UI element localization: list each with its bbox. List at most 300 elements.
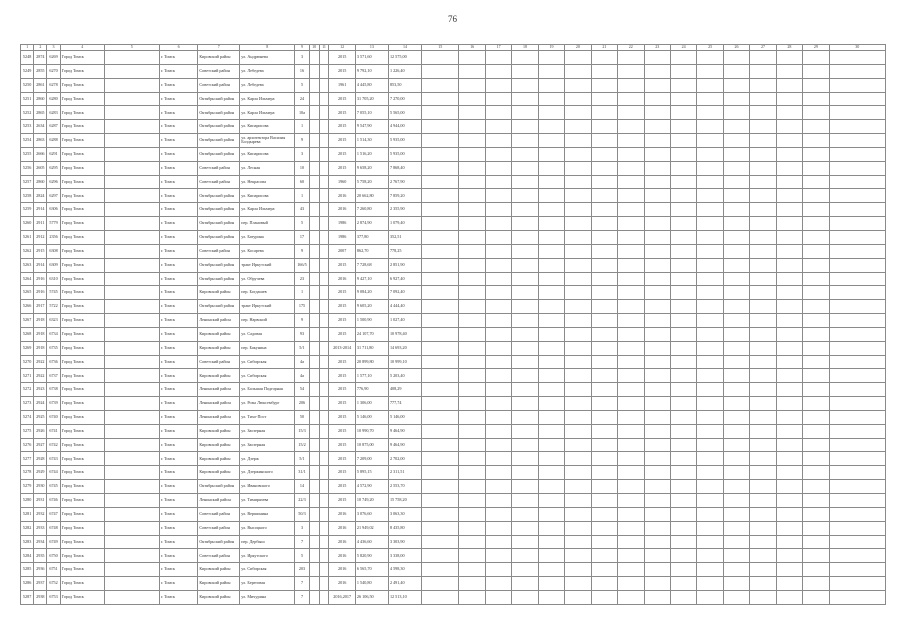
table-cell: 6283	[47, 106, 60, 120]
table-cell: 10	[295, 161, 309, 175]
table-cell: 2016	[329, 272, 355, 286]
table-cell	[538, 244, 564, 258]
table-cell: 853,50	[388, 78, 421, 92]
table-cell: г. Томск	[159, 438, 198, 452]
table-cell	[750, 314, 776, 328]
table-cell	[538, 272, 564, 286]
table-cell	[512, 397, 538, 411]
table-cell: тракт Иркутский	[240, 300, 295, 314]
table-cell	[776, 64, 802, 78]
table-cell	[485, 217, 511, 231]
table-cell	[538, 494, 564, 508]
table-cell: 4а	[295, 369, 309, 383]
table-cell	[776, 549, 802, 563]
table-cell	[776, 563, 802, 577]
table-cell	[644, 258, 670, 272]
table-cell	[829, 106, 885, 120]
table-cell: 9	[295, 134, 309, 148]
table-row	[21, 189, 886, 203]
table-cell	[459, 230, 485, 244]
column-header: 5	[104, 45, 159, 51]
table-cell: 6742	[47, 438, 60, 452]
table-cell	[104, 341, 159, 355]
table-cell	[421, 272, 458, 286]
table-cell	[104, 577, 159, 591]
table-cell	[591, 272, 617, 286]
table-cell	[565, 424, 591, 438]
table-cell	[591, 134, 617, 148]
table-cell	[618, 466, 644, 480]
table-cell	[829, 355, 885, 369]
table-cell	[776, 120, 802, 134]
table-cell: ул. Обручева	[240, 272, 295, 286]
table-cell	[538, 51, 564, 65]
table-cell: 10 990,70	[355, 424, 388, 438]
table-cell	[697, 147, 723, 161]
table-cell: ул. Кипарисова	[240, 147, 295, 161]
table-cell	[319, 203, 329, 217]
table-cell	[670, 300, 696, 314]
table-cell: 203	[295, 563, 309, 577]
table-cell: Город Томск	[60, 286, 104, 300]
table-cell: 2923	[34, 383, 47, 397]
table-cell	[670, 217, 696, 231]
table-cell: 2016	[329, 549, 355, 563]
table-cell	[697, 189, 723, 203]
table-row	[21, 203, 886, 217]
table-cell	[421, 327, 458, 341]
table-cell	[104, 175, 159, 189]
table-cell	[319, 507, 329, 521]
table-cell	[459, 452, 485, 466]
table-cell	[644, 535, 670, 549]
table-cell: Город Томск	[60, 563, 104, 577]
table-cell: 43	[295, 203, 309, 217]
table-row	[21, 341, 886, 355]
table-cell	[829, 521, 885, 535]
table-cell	[670, 272, 696, 286]
table-cell	[512, 341, 538, 355]
table-cell: Кировский район	[198, 577, 240, 591]
table-cell	[538, 452, 564, 466]
table-cell: Город Томск	[60, 51, 104, 65]
table-cell	[697, 106, 723, 120]
table-cell	[512, 480, 538, 494]
table-cell	[644, 300, 670, 314]
table-cell	[644, 327, 670, 341]
table-cell	[319, 300, 329, 314]
table-cell	[644, 355, 670, 369]
table-cell: 14	[295, 480, 309, 494]
table-cell	[670, 383, 696, 397]
table-cell	[104, 106, 159, 120]
table-cell	[485, 563, 511, 577]
table-cell: ул. Заозерная	[240, 438, 295, 452]
table-cell: г. Томск	[159, 147, 198, 161]
table-cell: ул. Тихо-Пост	[240, 410, 295, 424]
table-cell	[565, 452, 591, 466]
table-cell	[485, 507, 511, 521]
table-cell	[697, 327, 723, 341]
table-cell	[319, 494, 329, 508]
table-cell	[644, 480, 670, 494]
table-cell	[723, 120, 749, 134]
table-cell: 50	[295, 410, 309, 424]
table-cell	[421, 147, 458, 161]
table-cell: 4а	[295, 355, 309, 369]
table-cell: Город Томск	[60, 590, 104, 604]
table-cell: 2 851,90	[388, 258, 421, 272]
table-cell	[670, 355, 696, 369]
table-cell: 6296	[47, 175, 60, 189]
table-cell	[697, 203, 723, 217]
table-cell: 26 106,50	[355, 590, 388, 604]
table-cell	[459, 438, 485, 452]
table-cell	[421, 507, 458, 521]
table-cell	[485, 397, 511, 411]
table-cell	[644, 203, 670, 217]
table-cell	[776, 327, 802, 341]
table-cell	[803, 258, 829, 272]
table-cell	[565, 507, 591, 521]
table-cell	[670, 203, 696, 217]
table-cell	[319, 355, 329, 369]
table-cell	[829, 314, 885, 328]
table-cell	[309, 244, 319, 258]
table-cell	[776, 452, 802, 466]
table-cell	[618, 577, 644, 591]
table-cell	[723, 369, 749, 383]
table-row	[21, 397, 886, 411]
table-cell	[565, 577, 591, 591]
table-cell: 2015	[329, 452, 355, 466]
table-cell: 2918	[34, 314, 47, 328]
table-cell: Советский район	[198, 64, 240, 78]
table-cell: 2930	[34, 480, 47, 494]
table-cell	[512, 78, 538, 92]
column-header: 29	[803, 45, 829, 51]
table-cell: 10 749,20	[355, 494, 388, 508]
table-cell: Город Томск	[60, 161, 104, 175]
table-cell: Город Томск	[60, 535, 104, 549]
table-cell	[319, 577, 329, 591]
table-cell	[803, 507, 829, 521]
table-cell	[644, 286, 670, 300]
table-cell: 5 146,00	[355, 410, 388, 424]
table-cell: 9 658,20	[355, 161, 388, 175]
table-cell	[565, 341, 591, 355]
column-header: 17	[485, 45, 511, 51]
table-cell: 9 547,90	[355, 120, 388, 134]
table-cell	[459, 410, 485, 424]
table-cell	[776, 424, 802, 438]
table-cell: 6739	[47, 397, 60, 411]
table-cell	[421, 424, 458, 438]
table-cell	[309, 230, 319, 244]
table-cell	[618, 480, 644, 494]
table-cell	[723, 300, 749, 314]
table-cell	[421, 92, 458, 106]
table-cell	[803, 549, 829, 563]
table-cell: г. Томск	[159, 258, 198, 272]
table-cell: 5283	[21, 535, 34, 549]
table-cell: 15/3	[295, 424, 309, 438]
table-cell	[697, 480, 723, 494]
table-cell	[803, 314, 829, 328]
table-cell: Город Томск	[60, 272, 104, 286]
table-cell	[697, 217, 723, 231]
table-cell: 2 702,00	[388, 452, 421, 466]
table-cell: Город Томск	[60, 507, 104, 521]
table-cell	[750, 341, 776, 355]
table-cell: 5266	[21, 300, 34, 314]
table-cell	[618, 78, 644, 92]
table-cell	[421, 521, 458, 535]
table-cell	[776, 577, 802, 591]
table-cell	[538, 120, 564, 134]
table-cell	[104, 480, 159, 494]
table-cell: 2015	[329, 300, 355, 314]
table-cell: 6310	[47, 272, 60, 286]
table-cell	[421, 258, 458, 272]
table-cell	[697, 507, 723, 521]
table-cell	[538, 64, 564, 78]
table-cell	[644, 175, 670, 189]
registry-table	[20, 44, 886, 605]
table-cell	[803, 203, 829, 217]
table-cell	[644, 424, 670, 438]
table-cell	[803, 383, 829, 397]
column-header: 22	[618, 45, 644, 51]
table-row	[21, 383, 886, 397]
table-cell	[459, 466, 485, 480]
table-cell: 2914	[34, 258, 47, 272]
table-cell	[565, 258, 591, 272]
table-cell	[104, 51, 159, 65]
table-cell	[104, 521, 159, 535]
table-cell	[591, 203, 617, 217]
table-cell	[565, 521, 591, 535]
table-cell: 7	[295, 535, 309, 549]
table-cell	[538, 147, 564, 161]
table-cell	[485, 383, 511, 397]
table-cell	[319, 134, 329, 148]
table-cell	[565, 355, 591, 369]
table-cell	[512, 521, 538, 535]
table-cell	[803, 341, 829, 355]
table-cell: 2911	[34, 217, 47, 231]
table-cell	[644, 134, 670, 148]
table-cell	[697, 549, 723, 563]
table-cell	[670, 230, 696, 244]
table-cell	[512, 355, 538, 369]
table-cell	[512, 272, 538, 286]
table-cell	[803, 272, 829, 286]
table-cell: 2932	[34, 507, 47, 521]
table-cell	[565, 189, 591, 203]
table-cell	[591, 314, 617, 328]
table-cell	[309, 120, 319, 134]
table-cell	[644, 64, 670, 78]
table-cell: Советский район	[198, 521, 240, 535]
table-cell: ул. Розы Люксембург	[240, 397, 295, 411]
table-cell	[512, 92, 538, 106]
table-cell	[319, 161, 329, 175]
table-cell	[459, 549, 485, 563]
table-cell: 3 076,60	[355, 507, 388, 521]
table-cell	[829, 494, 885, 508]
table-cell	[803, 286, 829, 300]
table-cell	[644, 507, 670, 521]
table-cell: Город Томск	[60, 397, 104, 411]
table-cell	[485, 341, 511, 355]
table-cell	[697, 424, 723, 438]
table-cell	[776, 51, 802, 65]
table-cell: 6291	[47, 147, 60, 161]
table-cell	[565, 203, 591, 217]
table-cell	[776, 286, 802, 300]
table-cell	[459, 106, 485, 120]
table-cell: 15/2	[295, 438, 309, 452]
table-cell	[591, 230, 617, 244]
table-cell	[309, 327, 319, 341]
table-cell	[670, 369, 696, 383]
table-cell: 1 079,40	[388, 217, 421, 231]
table-cell	[512, 64, 538, 78]
table-cell: 2016	[329, 203, 355, 217]
table-cell	[803, 521, 829, 535]
table-cell: 5285	[21, 563, 34, 577]
table-cell	[750, 424, 776, 438]
table-cell	[750, 230, 776, 244]
table-cell	[670, 577, 696, 591]
table-cell	[670, 410, 696, 424]
table-cell: Октябрьский район	[198, 535, 240, 549]
table-cell	[565, 120, 591, 134]
page-number: 76	[448, 14, 457, 24]
table-cell	[723, 51, 749, 65]
table-cell: 2605	[34, 161, 47, 175]
table-cell	[538, 535, 564, 549]
table-cell: Город Томск	[60, 92, 104, 106]
table-cell	[485, 355, 511, 369]
table-cell	[538, 521, 564, 535]
table-cell	[723, 230, 749, 244]
table-cell: 2874	[34, 51, 47, 65]
table-cell	[829, 64, 885, 78]
table-cell	[591, 549, 617, 563]
table-cell	[485, 314, 511, 328]
table-cell: пер. Дербыш	[240, 535, 295, 549]
table-cell	[723, 175, 749, 189]
table-cell: г. Томск	[159, 64, 198, 78]
table-cell	[803, 452, 829, 466]
table-cell	[750, 397, 776, 411]
table-cell: г. Томск	[159, 452, 198, 466]
table-cell: пер. Бакунина	[240, 341, 295, 355]
table-cell	[829, 535, 885, 549]
table-cell	[104, 258, 159, 272]
table-cell	[421, 355, 458, 369]
table-cell	[829, 480, 885, 494]
table-cell	[565, 175, 591, 189]
table-cell	[697, 535, 723, 549]
table-cell	[829, 424, 885, 438]
table-cell	[803, 175, 829, 189]
table-cell: 2916	[34, 272, 47, 286]
table-cell: ул. Сибирская	[240, 369, 295, 383]
table-cell: 2925	[34, 410, 47, 424]
table-cell: 6744	[47, 466, 60, 480]
table-cell	[459, 147, 485, 161]
table-cell: г. Томск	[159, 230, 198, 244]
table-cell	[644, 590, 670, 604]
table-cell: 5262	[21, 244, 34, 258]
table-cell: Кировский район	[198, 327, 240, 341]
table-cell	[803, 134, 829, 148]
table-cell	[750, 480, 776, 494]
table-cell	[697, 494, 723, 508]
table-cell: г. Томск	[159, 369, 198, 383]
table-cell: 6323	[47, 314, 60, 328]
table-cell	[485, 424, 511, 438]
table-cell	[538, 424, 564, 438]
table-cell	[723, 466, 749, 480]
table-cell: 23	[295, 272, 309, 286]
table-cell	[618, 507, 644, 521]
column-header: 14	[388, 45, 421, 51]
table-cell	[670, 64, 696, 78]
table-cell	[776, 369, 802, 383]
table-cell	[618, 410, 644, 424]
table-cell: 6295	[47, 161, 60, 175]
table-cell	[319, 590, 329, 604]
table-cell: 5250	[21, 78, 34, 92]
table-cell	[459, 258, 485, 272]
table-cell	[485, 286, 511, 300]
table-cell: г. Томск	[159, 217, 198, 231]
table-cell	[776, 258, 802, 272]
table-cell: 2016	[329, 507, 355, 521]
table-cell	[591, 355, 617, 369]
table-cell	[618, 189, 644, 203]
table-cell: Советский район	[198, 161, 240, 175]
table-cell	[618, 175, 644, 189]
table-cell	[512, 383, 538, 397]
table-cell	[591, 92, 617, 106]
table-cell	[485, 272, 511, 286]
table-cell	[538, 410, 564, 424]
table-row	[21, 355, 886, 369]
table-cell: Ленинский район	[198, 314, 240, 328]
table-cell	[538, 341, 564, 355]
table-cell	[697, 300, 723, 314]
table-cell: Советский район	[198, 355, 240, 369]
table-cell: 6753	[47, 590, 60, 604]
table-cell: 2 767,90	[388, 175, 421, 189]
table-cell	[421, 51, 458, 65]
table-cell	[776, 78, 802, 92]
table-cell: 20 662,80	[355, 189, 388, 203]
table-cell	[512, 327, 538, 341]
table-cell	[538, 438, 564, 452]
table-cell	[644, 244, 670, 258]
table-cell	[538, 161, 564, 175]
table-cell: 408,29	[388, 383, 421, 397]
table-cell	[829, 175, 885, 189]
table-cell	[776, 383, 802, 397]
table-cell: Город Томск	[60, 521, 104, 535]
